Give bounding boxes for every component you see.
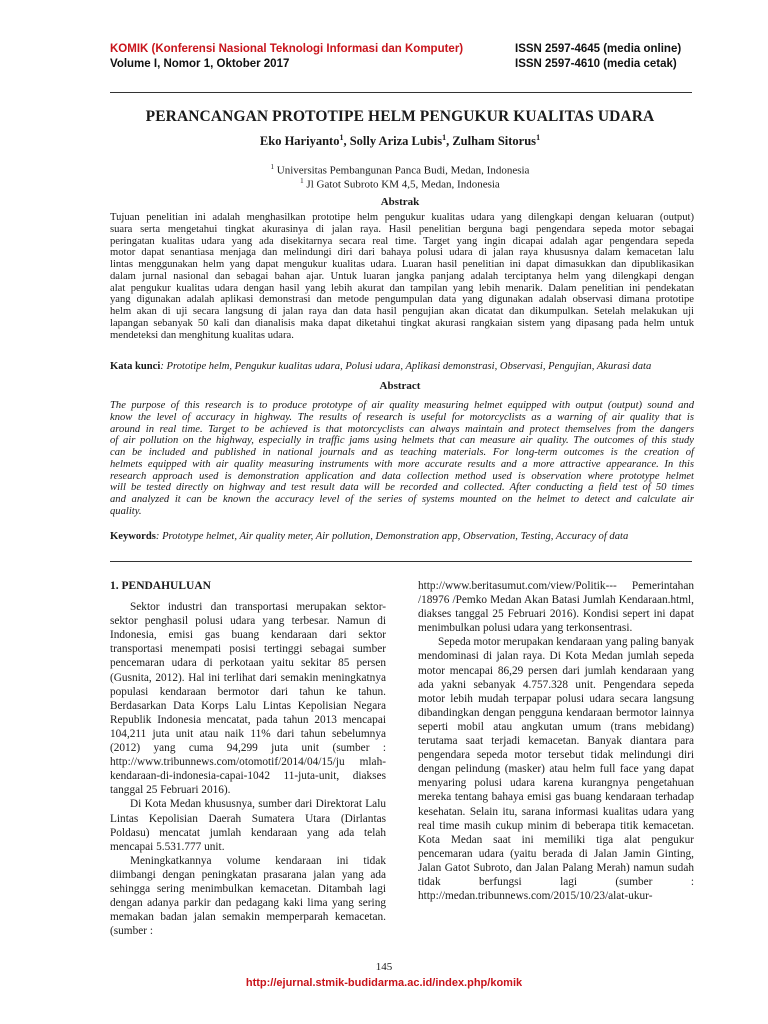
author-name: Eko Hariyanto <box>259 134 340 149</box>
author-name: Solly Ariza Lubis <box>349 134 443 149</box>
abstract-line: motor dapat senantiasa menjaga dan melindungi diri dari bahaya polusi udara di jalan raya khususnya dalam kemacetan lalu <box>110 247 694 259</box>
author-separator: , <box>343 134 350 149</box>
body-paragraph: http://www.beritasumut.com/view/Politik--- Pemerintahan /18976 /Pemko Medan Akan Batasi Jumlah Kendaraan.html, diakses tanggal 25 Februari 2016). Kondisi sepert ini dapat menimbulkan polusi udara yang terkonsentrasi. <box>418 580 694 635</box>
abstract-line: and analyzed it can be known the accuracy level of the series of systems mounted on the helmet to detect and calculate air <box>110 494 694 505</box>
abstrak-body <box>110 212 694 341</box>
body-paragraph: Sepeda motor merupakan kendaraan yang paling banyak mendominasi di jalan raya. Di Kota Medan jumlah sepeda motor mencapai 86,29 persen dari jumlah kendaraan yang ada yakni sebanyak 4.757.328 unit. Pengendara sepeda motor lebih mudah terpapar polusi udara secara langsung dibandingkan dengan pengguna kendaraan bermotor lainnya seperti mobil atau angkutan umum (trans mebidang) terutama saat terjadi kemacetan. Banyak diantara para pengendara sepeda motor tersebut tidak melindungi diri dengan pelindung (masker) atau helm full face yang dapat menyaring polusi udara karena kurangnya pengetahuan mereka tentang bahaya emisi gas buang kendaraan terhadap kesehatan. Selain itu, sarana informasi kualitas udara yang real time masih cukup minim di beberapa titik kemacetan. Kota Medan saat ini memiliki tiga alat pengukur pencemaran udara (yaitu berada di Jalan Jamin Ginting, Jalan Gatot Subroto, dan Jalan Palang Merah) namun sudah tidak berfungsi lagi (sumber : http://medan.tribunnews.com/2015/10/23/alat-ukur- <box>418 636 694 903</box>
kata-kunci-label: Kata kunci <box>110 361 161 372</box>
abstract-line: helm akan di uji secara langsung di jalan raya dan data hasil pengujian akan dicatat dan dikumpulkan. Setelah melakukan uji <box>110 306 694 317</box>
keywords <box>110 531 694 543</box>
author-name: Zulham Sitorus <box>452 134 537 149</box>
body-paragraph: Di Kota Medan khususnya, sumber dari Direktorat Lalu Lintas Kepolisian Daerah Sumatera Utara (Dirlantas Poldasu) mencatat jumlah kendaraan yang ada telah mencapai 5.531.777 unit. <box>110 798 386 853</box>
volume-info: Volume I, Nomor 1, Oktober 2017 <box>110 58 290 70</box>
abstract-line: yang digunakan adalah aplikasi demonstrasi dan metode pengumpulan data yang digunakan adalah observasi dimana prototipe <box>110 294 694 306</box>
body-paragraph: Meningkatkannya volume kendaraan ini tidak diimbangi dengan peningkatan prasarana jalan yang ada sehingga sering menimbulkan kemacetan. Ditambah lagi dengan adanya parkir dan pedagang kaki lima yang sering memakan badan jalan semakin memperparah kemacetan. (sumber : <box>110 854 386 938</box>
left-column <box>110 579 386 938</box>
abstract-line: will be tested directly on highway and test result data will be recorded and collected. After conducting a field test of 50 times <box>110 482 694 494</box>
abstract-line: quality. <box>110 505 142 517</box>
abstract-line: The purpose of this research is to produce prototype of air quality measuring helmet equipped with output (output) sound and <box>110 400 694 411</box>
abstract-heading: Abstract <box>379 380 421 392</box>
conference-name: KOMIK (Konferensi Nasional Teknologi Informasi dan Komputer) <box>110 43 464 55</box>
affiliation-2 <box>100 177 700 191</box>
journal-url[interactable]: http://ejurnal.stmik-budidarma.ac.id/index.php/komik <box>245 977 523 989</box>
paper-title: PERANCANGAN PROTOTIPE HELM PENGUKUR KUALITAS UDARA <box>145 108 655 125</box>
abstract-line: lintas menggunakan helm yang dapat mengukur kualitas udara. Luaran hasil penelitian ini dapat dimasukkan dan dipublikasikan <box>110 259 694 270</box>
abstrak-heading: Abstrak <box>380 196 420 208</box>
kata-kunci-values: : Prototipe helm, Pengukur kualitas udara, Polusi udara, Aplikasi demonstrasi, Observasi, Pengujian, Akurasi data <box>160 361 652 372</box>
abstract-line: alat pengukur kualitas udara dengan hasil yang lebih akurat dan tampilan yang lebih menarik. Dalam penelitian ini pendekatan <box>110 282 694 294</box>
abstract-line: lapangan sebanyak 50 kali dan dianalisis maka dapat diketahui tingkat akurasi rangkaian sistem yang dipasang pada helm untuk <box>110 317 694 329</box>
author-affiliation-marker: 1 <box>536 133 541 142</box>
abstract-line: dalam jurnal nasional dan sebagai bahan ajar. Untuk luaran jangka panjang adalah terciptanya helm yang dilengkapi dengan <box>110 270 694 282</box>
keywords-label: Keywords <box>110 531 156 542</box>
affiliation-text: Jl Gatot Subroto KM 4,5, Medan, Indonesia <box>303 178 500 191</box>
affiliation-1 <box>100 163 700 177</box>
right-column <box>418 579 694 903</box>
author-affiliation-marker: 1 <box>339 133 344 142</box>
section-rule <box>110 561 692 562</box>
author-separator: , <box>446 134 453 149</box>
keywords-values: : Prototype helmet, Air quality meter, Air pollution, Demonstration app, Observation, Testing, Accuracy of data <box>155 531 629 542</box>
affiliation-marker: 1 <box>300 177 304 185</box>
issn-online: ISSN 2597-4645 (media online) <box>515 43 682 55</box>
abstract-line: helmets equipped with air quality measuring instruments with more accurate results and a more attractive appearance. In this <box>110 458 694 470</box>
abstract-line: mendeteksi dan menghitung kualitas udara. <box>110 329 294 341</box>
abstract-line: know the level of accuracy in highway. The results of research is useful for motorcyclists as a warning of air quality that is <box>110 411 694 423</box>
header-rule <box>110 92 692 93</box>
issn-print: ISSN 2597-4610 (media cetak) <box>515 58 677 70</box>
page-number: 145 <box>375 961 393 973</box>
affiliation-marker: 1 <box>270 163 275 171</box>
abstract-line: research approach used is demonstration application and data collection method used is observation where prototype helmet <box>110 470 694 482</box>
kata-kunci <box>110 361 694 373</box>
abstract-line: of air pollution on the highway, especially in traffic jams using helmets that can measure air quality. The outcomes of this study <box>110 435 694 447</box>
abstract-line: suara serta mengetahui tingkat akurasinya di jalan raya. Hasil penelitian berguna bagi pengendara sepeda motor sebagai <box>110 223 694 235</box>
abstract-line: peringatan kualitas udara yang ada disekitarnya secara real time. Target yang ingin dicapai adalah agar pengendara sepeda <box>110 235 694 247</box>
abstract-line: around in real time. Target to be achieved is that motorcyclists can always maintain and protect themselves from the dangers <box>110 423 694 435</box>
abstract-line: Tujuan penelitian ini adalah menghasilkan prototipe helm pengukur kualitas udara yang dilengkapi dengan keluaran (output) <box>110 212 694 223</box>
affiliation-text: Universitas Pembangunan Panca Budi, Medan, Indonesia <box>274 164 530 177</box>
abstract-line: can be included and published in national journals and as teaching materials. For long-term outcomes is the creation of <box>110 447 694 458</box>
section-heading-pendahuluan: 1. PENDAHULUAN <box>110 580 211 592</box>
body-paragraph: Sektor industri dan transportasi merupakan sektor-sektor penghasil polusi udara yang terbesar. Namun di Indonesia, emisi gas buang kendaraan dari sektor transportasi menempati posisi tertinggi sebagai sumber pencemaran udara di perkotaan yaitu sekitar 85 persen (Gusnita, 2012). Hal ini terlihat dari semakin meningkatnya populasi kendaraan bermotor dari tahun ke tahun. Berdasarkan Data Korps Lalu Lintas Kepolisian Negara Republik Indonesia mencatat, pada tahun 2013 mencapai 104,211 juta unit atau naik 11% dari tahun sebelumnya (2012) yang cuma 94,299 juta unit (sumber : http://www.tribunnews.com/otomotif/2014/04/15/ju mlah-kendaraan-di-indonesia-capai-1042 11-juta-unit, diakses tanggal 25 Februari 2016). <box>110 601 386 797</box>
author-affiliation-marker: 1 <box>442 133 447 142</box>
abstract-body <box>110 400 694 518</box>
author-list <box>100 133 700 149</box>
